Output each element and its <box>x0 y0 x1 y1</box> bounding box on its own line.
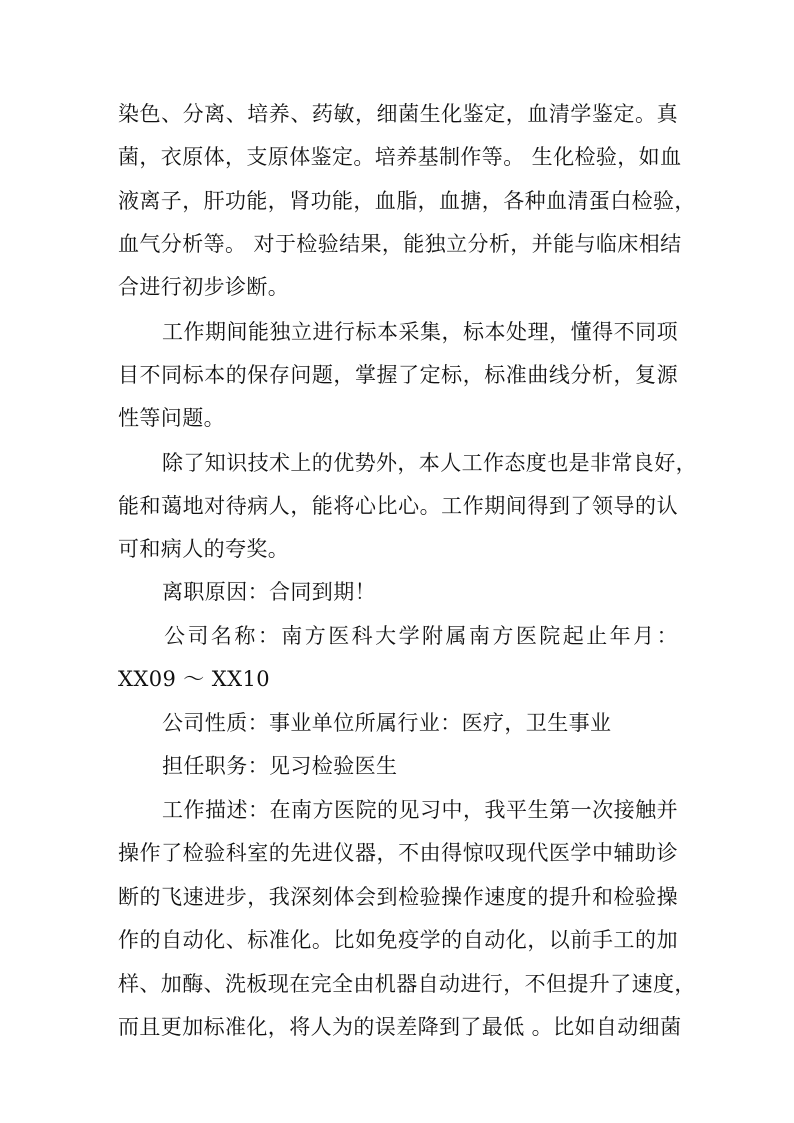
text-line: XX09 ～ XX10 <box>118 667 270 691</box>
text-line: 能和蔼地对待病人，能将心比心。工作期间得到了领导的认 <box>118 494 678 518</box>
text-line: 性等问题。 <box>118 406 225 430</box>
text-line: 工作描述：在南方医院的见习中，我平生第一次接触并 <box>162 798 678 822</box>
text-line: 菌，衣原体，支原体鉴定。培养基制作等。 生化检验，如血 <box>118 145 682 169</box>
text-line: 染色、分离、培养、药敏，细菌生化鉴定，血清学鉴定。真 <box>118 102 678 126</box>
text-line: 血气分析等。 对于检验结果，能独立分析，并能与临床相结 <box>118 232 682 256</box>
text-line: 公司名称：南方医科大学附属南方医院起止年月： <box>164 624 678 648</box>
text-line: 目不同标本的保存问题，掌握了定标，标准曲线分析，复源 <box>118 363 678 387</box>
text-line: 合进行初步诊断。 <box>118 275 290 299</box>
text-line: 工作期间能独立进行标本采集，标本处理，懂得不同项 <box>162 320 678 344</box>
text-line: 公司性质：事业单位所属行业：医疗，卫生事业 <box>162 711 612 735</box>
text-line: 可和病人的夸奖。 <box>118 537 290 561</box>
text-line: 作的自动化、标准化。比如免疫学的自动化，以前手工的加 <box>118 928 678 952</box>
text-line: 操作了检验科室的先进仪器，不由得惊叹现代医学中辅助诊 <box>118 841 678 865</box>
text-line: 除了知识技术上的优势外，本人工作态度也是非常良好， <box>162 451 697 475</box>
text-line: 而且更加标准化，将人为的误差降到了最低 。比如自动细菌 <box>118 1015 682 1039</box>
text-line: 液离子，肝功能，肾功能，血脂，血搪，各种血清蛋白检验， <box>118 189 696 213</box>
text-line: 样、加酶、洗板现在完全由机器自动进行，不但提升了速度， <box>118 972 696 996</box>
text-line: 担任职务：见习检验医生 <box>162 754 398 778</box>
text-line: 断的飞速进步，我深刻体会到检验操作速度的提升和检验操 <box>118 885 678 909</box>
text-line: 离职原因：合同到期！ <box>162 580 376 604</box>
